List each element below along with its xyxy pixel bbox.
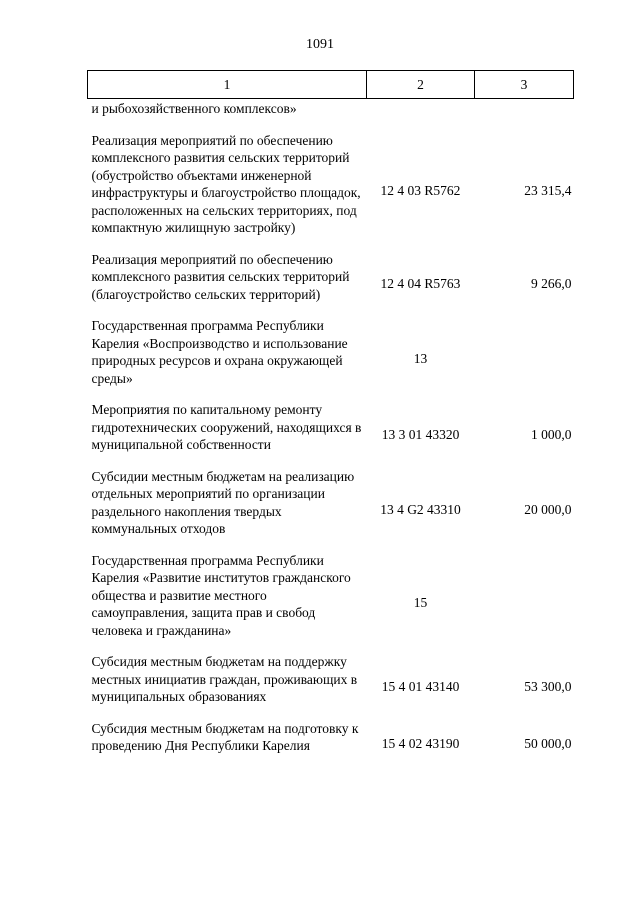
row-sum xyxy=(475,317,574,401)
row-sum: 23 315,4 xyxy=(524,183,572,199)
table-header xyxy=(88,71,574,99)
row-code: 15 4 01 43140 xyxy=(381,678,460,694)
row-code: 15 4 02 43190 xyxy=(381,736,460,752)
table-row xyxy=(88,132,574,251)
row-sum: 50 000,0 xyxy=(524,736,572,752)
column-header-2: 2 xyxy=(367,71,475,99)
row-name: Субсидии местным бюджетам на реализацию отдельных мероприятий по организации раздельного накопления твердых коммунальных отходов xyxy=(91,468,355,536)
table-row xyxy=(88,401,574,468)
row-sum: 53 300,0 xyxy=(524,678,572,694)
row-name: Субсидия местным бюджетам на поддержку местных инициатив граждан, проживающих в муниципальных образованиях xyxy=(91,654,358,704)
row-code: 13 xyxy=(413,351,428,367)
budget-table xyxy=(87,70,574,769)
row-name: Государственная программа Республики Карелия «Развитие институтов гражданского общества и развитие местного самоуправления, защита прав и свобод человека и гражданина» xyxy=(91,552,351,638)
row-sum: 20 000,0 xyxy=(524,501,572,517)
column-header-3: 3 xyxy=(475,71,574,99)
row-name: Субсидия местным бюджетам на подготовку к проведению Дня Республики Карелия xyxy=(91,720,359,753)
row-sum: 9 266,0 xyxy=(531,276,572,291)
row-name: Мероприятия по капитальному ремонту гидротехнических сооружений, находящихся в муниципальной собственности xyxy=(91,402,362,452)
table-row xyxy=(88,720,574,769)
table-row xyxy=(88,317,574,401)
table-row xyxy=(88,552,574,654)
row-code: 15 xyxy=(413,594,428,610)
row-name: Реализация мероприятий по обеспечению комплексного развития сельских территорий (благоустройство сельских территорий) xyxy=(91,251,350,302)
table-row xyxy=(88,653,574,720)
row-code: 12 4 03 R5762 xyxy=(380,183,461,199)
row-code: 13 3 01 43320 xyxy=(381,426,460,442)
table-row-continuation xyxy=(88,99,574,132)
table-row xyxy=(88,468,574,552)
continuation-text: и рыбохозяйственного комплексов» xyxy=(91,101,297,116)
row-name: Реализация мероприятий по обеспечению комплексного развития сельских территорий (обустройство объектами инженерной инфраструктуры и благоустройство площадок, расположенных на сельских территориях, под компактную жилищную застройку) xyxy=(91,132,361,235)
page-number: 1091 xyxy=(306,37,334,52)
row-sum: 1 000,0 xyxy=(531,426,572,442)
row-sum xyxy=(475,552,574,654)
row-code: 12 4 04 R5763 xyxy=(380,276,461,291)
row-code: 13 4 G2 43310 xyxy=(380,501,461,517)
row-name: Государственная программа Республики Карелия «Воспроизводство и использование природных ресурсов и охрана окружающей среды» xyxy=(91,318,348,386)
table-row xyxy=(88,251,574,318)
column-header-1: 1 xyxy=(88,71,367,99)
